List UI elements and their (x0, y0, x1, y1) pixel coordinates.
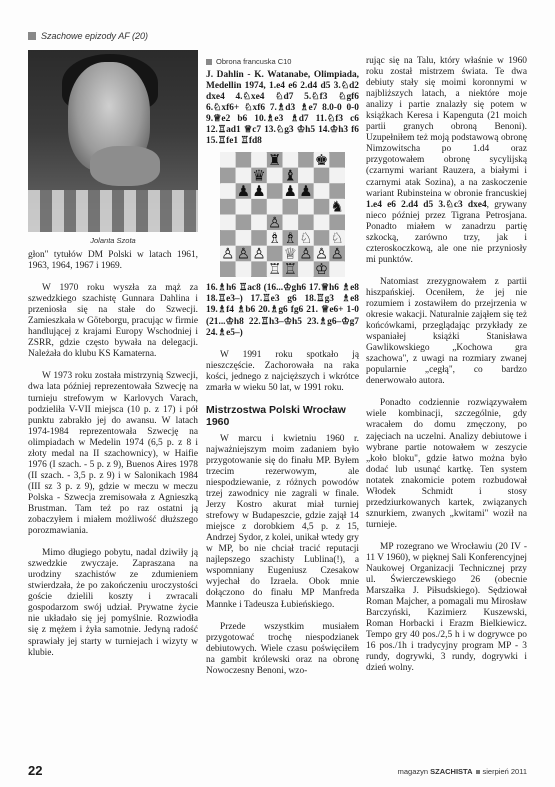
chess-piece-icon: ♖ (268, 261, 282, 278)
paragraph-text: , grywany niecо później przez Tigrana Petrosjana. Ponadto miałem w zanadrzu partię szkocką, zarówno trzy, jak i czteroskoczkową, ale one nie przyniosły mi punktów. (366, 199, 527, 265)
paragraph-text: rując się na Talu, który właśnie w 1960 roku został mistrzem świata. Te dwa debiuty stały się moimi koronnymi w najbliższych latach, a niektóre moje analizy i partie znalazły się potem w książkach Keresa i Kapenguta (21 moich partii granych obroną Benoni). Uzupełniłem też moją podstawową obronę Nimzowitscha po 1.d4 oraz przygotowałem obronę sycylijską (czarnymi wariant Rauzera, a białymi i czarnymi atak Sozina), a na zaskoczenie wariant Rubinsteina w obronie francuskiej (366, 56, 527, 199)
board-square (298, 215, 314, 231)
board-square (329, 215, 345, 231)
board-square (251, 152, 267, 168)
board-square (283, 152, 299, 168)
text-column-2 (206, 56, 359, 677)
square-bullet-icon (476, 770, 480, 774)
board-square (314, 231, 330, 247)
magazine-prefix: magazyn (397, 767, 431, 776)
paragraph: Mimo długiego pobytu, nadal dziwiły ją szwedzkie zwyczaje. Zapraszana na urodziny szachistów ze zdumieniem stwierdzała, że po zakończeniu uroczystości goście dzielili koszty i zwracali gospodarzom swój udział. Prywatne życie nie układało się jej pomyślnie. Rozwiodła się z mężem i żyła samotnie. Jedyną radość sprawiały jej starty w turniejach i wizyty w klubie. (28, 548, 198, 658)
square-bullet-icon (206, 59, 212, 65)
board-square (220, 215, 236, 231)
board-square (220, 184, 236, 200)
board-square (329, 168, 345, 184)
chess-piece-icon: ♗ (283, 230, 297, 248)
board-square (251, 231, 267, 247)
paragraph: głon" tytułów DM Polski w latach 1961, 1963, 1964, 1967 i 1969. (28, 250, 198, 272)
chess-piece-icon: ♔ (314, 261, 329, 278)
chess-piece-icon: ♛ (252, 167, 266, 185)
board-square (236, 199, 252, 215)
chess-piece-icon: ♙ (252, 245, 266, 263)
chess-piece-icon: ♗ (268, 230, 282, 248)
text-column-3 (366, 56, 527, 674)
photo-caption: Jolanta Szota (90, 236, 136, 245)
board-square (236, 215, 252, 231)
chess-piece-icon: ♘ (299, 230, 313, 248)
game-continuation: 16.♗h6 ♖ac8 (16...♔gh6 17.♕h6 ♗e8 18.♖e3–) 17.♖e3 g6 18.♖g3 ♗e8 19.♗f4 ♗b6 20.♗g6 fg6 21. ♕e6+ 1-0 (21...♔h8 22.♖h3–♔h5 23.♗g6–♔g7 24.♗e5–) (206, 283, 359, 338)
chess-piece-icon: ♟ (236, 183, 251, 201)
chess-piece-icon: ♝ (283, 167, 297, 185)
board-square (298, 168, 314, 184)
board-square (314, 215, 330, 231)
photo-arm-shape (90, 146, 160, 186)
board-square (267, 168, 283, 184)
section-subheading: Mistrzostwa Polski Wrocław 1960 (206, 403, 346, 428)
board-square (298, 262, 314, 278)
paragraph: W marcu i kwietniu 1960 r. najważniejszym moim zadaniem było przygotowanie się do finału MP. Byłem trzecim rezerwowym, ale niespodziewanie, z różnych powodów trzej zawodnicy nie zagrali w finale. Jerzy Kostro akurat miał turniej strefowy w Budapeszcie, gdzie zajął 14 miejsce z dorobkiem 4,5 p. z 15, Andrzej Sydor, z kolei, unikał wtedy gry w MP, bo nie chciał tracić reputacji najlepszego szachisty Lublina(!), a wspomniany Eugeniusz Czesakow wyjechał do Izraela. Obok mnie dołączono do finału MP Manfreda Mannke i Tadeusza Łubieńskiego. (206, 433, 359, 610)
chess-piece-icon: ♙ (299, 245, 313, 263)
board-square (314, 168, 330, 184)
game-players: J. Dahlin - K. Watanabe, Olimpiada, Medellin 1974, (206, 70, 359, 92)
chess-piece-icon: ♟ (252, 183, 266, 201)
magazine-credit (398, 767, 527, 776)
section-title: Szachowe epizody AF (20) (41, 31, 149, 41)
game-moves: 1.e4 e6 2.d4 d5 3.♘d2 dxe4 4.♘xe4 ♘d7 5.♘f3 ♘gf6 6.♘xf6+ ♘xf6 7.♗d3 ♗e7 8.0-0 0-0 9.♕e2 b6 10.♗e3 ♗d7 11.♘f3 c6 12.♖ad1 ♕c7 13.♘g3 ♔h5 14.♔h3 f6 15.♖fe1 ♖fd8 (206, 81, 359, 147)
chess-piece-icon: ♟ (283, 183, 297, 201)
board-square (236, 262, 252, 278)
opening-name: Obrona francuska C10 (216, 57, 292, 66)
chess-piece-icon: ♙ (268, 214, 282, 232)
chess-piece-icon: ♞ (330, 199, 344, 217)
chess-piece-icon: ♚ (314, 152, 329, 170)
page-footer (28, 765, 527, 779)
chess-piece-icon: ♜ (268, 152, 282, 170)
chess-diagram (220, 152, 345, 277)
chess-piece-icon: ♙ (221, 245, 235, 263)
board-square (267, 199, 283, 215)
board-square (267, 246, 283, 262)
square-bullet-icon (28, 32, 36, 40)
portrait-photo (28, 50, 198, 232)
inline-moves: 1.e4 e6 2.d4 d5 3.♘c3 dxe4 (366, 199, 487, 210)
board-square (236, 152, 252, 168)
board-square (220, 199, 236, 215)
board-square (220, 168, 236, 184)
board-square (251, 262, 267, 278)
section-header (28, 31, 148, 41)
chess-piece-icon: ♙ (236, 245, 251, 263)
paragraph: Ponadto codziennie rozwiązywałem wiele kombinacji, szczególnie, gdy wracałem do domu zmęczony, po zajęciach na uczelni. Analizy debiutowe i wybrane partie notowałem w zeszycie „koło bloku", gdzie łatwo można było dodać lub usunąć kartkę. Ten system notatek znakomicie potem rozbudował Włodek Schmidt i stosy przedziurkowanych kartek, związanych sznurkiem, zwanych „kwitami" woził na turnieje. (366, 398, 527, 530)
board-square (314, 184, 330, 200)
game-record (206, 70, 359, 147)
board-square (236, 231, 252, 247)
board-square (236, 168, 252, 184)
board-square (329, 184, 345, 200)
board-square (329, 152, 345, 168)
issue-date: sierpień 2011 (482, 767, 527, 776)
board-square (251, 215, 267, 231)
board-square (298, 152, 314, 168)
paragraph: W 1991 roku spotkało ją nieszczęście. Zachorowała na raka kości, jednego z najcięższych i wkrótce zmarła w wieku 50 lat, w 1991 roku. (206, 349, 359, 393)
board-square (329, 262, 345, 278)
paragraph: W 1970 roku wyszła za mąż za szwedzkiego szachistę Gunnara Dahlina i przeniosła się na stałe do Szwecji. Zamieszkała w Göteborgu, pracując w firmie handlującej z krajami Europy Wschodniej i ZSRR, gdzie często bywała na delegacji. Należała do klubu KS Kamaterna. (28, 283, 198, 360)
board-square (283, 215, 299, 231)
photo-chessboard-shape (28, 190, 198, 232)
paragraph: W 1973 roku została mistrzynią Szwecji, dwa lata później reprezentowała Szwecję na turnieju strefowym w Karlovych Varach, podzieliła V-VII miejsca (10 p. z 17) i pół punktu zabrakło jej do awansu. W latach 1974-1984 reprezentowała Szwecję na olimpiadach w Medelin 1974 (6,5 p. z 8 i złoty medal na II szachownicy), w Haifie 1976 (I szach. - 5 p. z 9), Buenos Aires 1978 (II szach. - 3,5 p. z 9) i w Salonikach 1984 (III sz 3 p. z 9), gdzie w meczu w meczu Polska - Szwecja zremisowała z Agnieszką Brustman. Tam też po raz ostatni ją zobaczyłem i miałem możliwość dłuższego porozmawiania. (28, 371, 198, 537)
board-square (314, 199, 330, 215)
board-square (298, 199, 314, 215)
board-square (220, 231, 236, 247)
paragraph: Natomiast zrezygnowałem z partii hiszpańskiej. Oceniłem, że jej nie rozumiem i zostawiłem do przejrzenia w okresie wakacji. Naturalnie zająłem się też końcówkami, przeglądając przykłady ze wspaniałej książki Stanisława Gawlikowskiego „Kochowa gra szachowa", z uwagi na rozmiary zwanej popularnie „cegłą", co bardzo denerwowało autora. (366, 276, 527, 387)
magazine-name: SZACHISTA (430, 767, 473, 776)
board-square (251, 199, 267, 215)
paragraph: MP rozegrano we Wrocławiu (20 IV - 11 V 1960), w pięknej Sali Konferencyjnej Naukowej Organizacji Technicznej przy ul. Świerczewskiego 26 (obecnie Marszałka J. Piłsudskiego). Sędziował Roman Majcher, a pomagali mu Mirosław Barczyński, Kazimierz Kuszewski, Roman Horbacki i Erazm Bielkiewicz. Tempo gry 40 pos./2,5 h i w dogrywce po 16 pos./1h i tradycyjny program MP - 3 rundy, dogrywki, 3 rundy, dogrywki i dzień wolny. (366, 541, 527, 674)
paragraph: Przede wszystkim musiałem przygotować trochę niespodzianek debiutowych. Wiele czasu poświęciłem na gambit królewski oraz na obronę Nowoczesny Benoni, wzo- (206, 621, 359, 676)
board-square (220, 152, 236, 168)
chess-piece-icon: ♙ (330, 245, 344, 263)
chess-piece-icon: ♟ (299, 183, 313, 201)
paragraph (366, 56, 527, 266)
board-square (283, 199, 299, 215)
text-column-1 (28, 250, 198, 659)
opening-label (206, 56, 359, 67)
chess-piece-icon: ♕ (283, 245, 297, 263)
chess-piece-icon: ♘ (330, 230, 344, 248)
page-number: 22 (28, 763, 43, 778)
chess-piece-icon: ♙ (314, 245, 329, 263)
chess-piece-icon: ♖ (283, 261, 297, 278)
board-square (267, 184, 283, 200)
board-square (220, 262, 236, 278)
